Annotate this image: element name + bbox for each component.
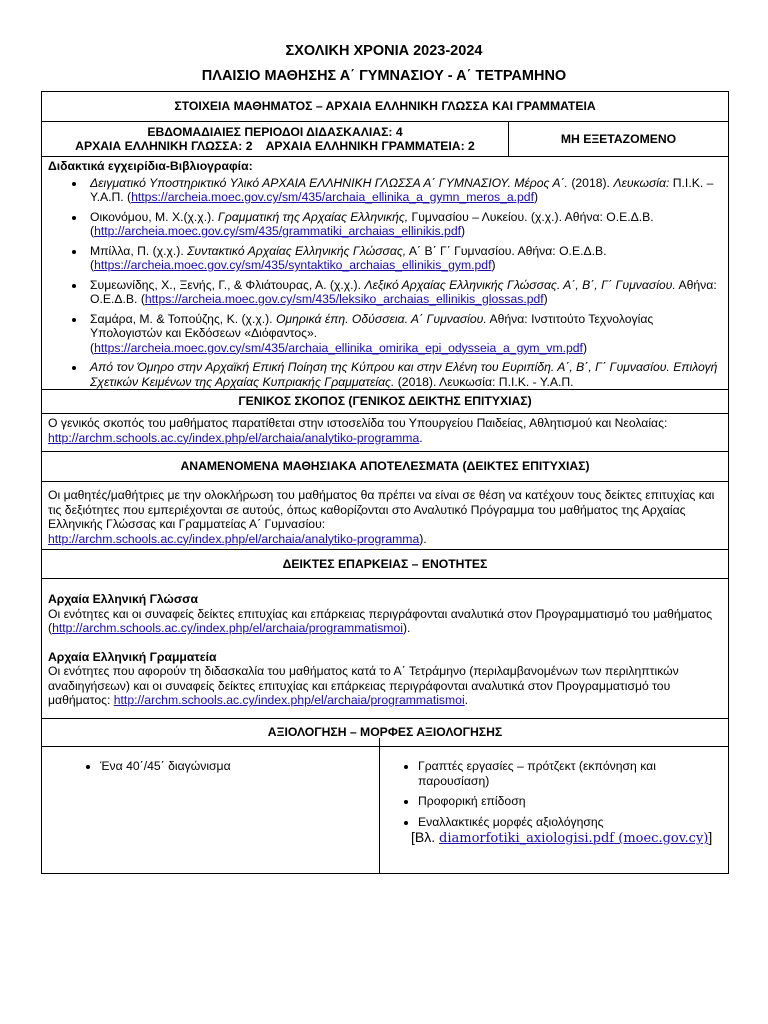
bibliography-item: • Σαμάρα, Μ. & Τοπούζης, Κ. (χ.χ.). Ομηρικά έπη. Οδύσσεια. Α΄ Γυμνασίου. Αθήνα: Ινστιτούτο Τεχνολογίας Υπολογιστών και Εκδόσεων «Διόφαντος». (https://archeia.moec.gov.cy/sm/435/archaia_ellinika_omirika_epi_odysseia_a_gym_vm.pdf) — [86, 312, 722, 356]
bibliography-list — [48, 176, 722, 390]
bibliography-section — [42, 157, 729, 390]
bibliography-item: • Δειγματικό Υποστηρικτικό Υλικό ΑΡΧΑΙΑ ΕΛΛΗΝΙΚΗ ΓΛΩΣΣΑ Α΄ ΓΥΜΝΑΣΙΟΥ. Μέρος Α΄. (2018). Λευκωσία: Π.Ι.Κ. – Υ.Α.Π. (https://archeia.moec.gov.cy/sm/435/archaia_ellinika_a_gymn_meros_a.pdf) — [86, 176, 722, 205]
bibliography-item: • Από τον Όμηρο στην Αρχαϊκή Επική Ποίηση της Κύπρου και στην Ελένη του Ευριπίδη. Α΄, Β΄, Γ΄ Γυμνασίου. Επιλογή Σχετικών Κειμένων της Αρχαίας Κυπριακής Γραμματείας. (2018). Λευκωσία: Π.Ι.Κ. - Υ.Α.Π. — [86, 360, 722, 389]
learning-outcomes-link[interactable]: http://archm.schools.ac.cy/index.php/el/archaia/analytiko-programma — [48, 531, 420, 546]
general-aim-text: Ο γενικός σκοπός του μαθήματος παρατίθεται στην ιστοσελίδα του Υπουργείου Παιδείας, Αθλητισμού και Νεολαίας: — [48, 416, 668, 430]
learning-framework-heading: ΠΛΑΙΣΙΟ ΜΑΘΗΣΗΣ Α΄ ΓΥΜΝΑΣΙΟΥ - Α΄ ΤΕΤΡΑΜΗΝΟ — [201, 68, 567, 84]
assessment-title: ΑΞΙΟΛΟΓΗΣΗ – ΜΟΡΦΕΣ ΑΞΙΟΛΟΓΗΣΗΣ — [42, 719, 729, 747]
bibliography-link[interactable]: http://archeia.moec.gov.cy/sm/435/grammatiki_archaias_ellinikis.pdf — [94, 224, 461, 238]
assessment-right-cell — [380, 738, 729, 873]
bibliography-link[interactable]: https://archeia.moec.gov.cy/sm/435/leksiko_archaias_ellinikis_glossas.pdf — [144, 292, 544, 306]
bibliography-item: • Συμεωνίδης, Χ., Ξενής, Γ., & Φλιάτουρας, Α. (χ.χ.). Λεξικό Αρχαίας Ελληνικής Γλώσσας. Α΄, Β΄, Γ΄ Γυμνασίου. Αθήνα: Ο.Ε.Δ.Β. (https://archeia.moec.gov.cy/sm/435/leksiko_archaias_ellinikis_glossas.pdf) — [86, 278, 722, 307]
assessment-item: • Ένα 40΄/45΄ διαγώνισμα — [100, 759, 379, 774]
general-aim-title: ΓΕΝΙΚΟΣ ΣΚΟΠΟΣ (ΓΕΝΙΚΟΣ ΔΕΙΚΤΗΣ ΕΠΙΤΥΧΙΑΣ) — [42, 390, 729, 414]
literature-heading: Αρχαία Ελληνική Γραμματεία — [48, 649, 217, 664]
bibliography-heading: Διδακτικά εγχειρίδια-Βιβλιογραφία: — [48, 159, 253, 173]
assessment-left-cell — [42, 738, 380, 873]
teaching-periods-cell — [42, 122, 509, 157]
bibliography-item: • Μπίλλα, Π. (χ.χ.). Συντακτικό Αρχαίας Ελληνικής Γλώσσας, Α΄ Β΄ Γ΄ Γυμνασίου. Αθήνα: Ο.Ε.Δ.Β. (https://archeia.moec.gov.cy/sm/435/syntaktiko_archaias_ellinikis_gym.pdf) — [86, 244, 722, 273]
teaching-periods-total: ΕΒΔΟΜΑΔΙΑΙΕΣ ΠΕΡΙΟΔΟΙ ΔΙΔΑΣΚΑΛΙΑΣ: 4 — [147, 125, 403, 139]
learning-outcomes-title: ΑΝΑΜΕΝΟΜΕΝΑ ΜΑΘΗΣΙΑΚΑ ΑΠΟΤΕΛΕΣΜΑΤΑ (ΔΕΙΚΤΕΣ ΕΠΙΤΥΧΙΑΣ) — [42, 452, 729, 482]
learning-outcomes-body: Οι μαθητές/μαθήτριες με την ολοκλήρωση του μαθήματος θα πρέπει να είναι σε θέση να κατέχουν τους δείκτες επιτυχίας και τις δεξιότητες που εμπεριέχονται σε αυτούς, όπως καθορίζονται στο Αναλυτικό Πρόγραμμα του μαθήματος της Αρχαίας Ελληνικής Γλώσσας και Γραμματείας Α΄ Γυμνασίου: http://archm.schools.ac.cy/index.php/el/archaia/analytiko-programma). — [42, 482, 729, 550]
assessment-reference-link[interactable]: diamorfotiki_axiologisi.pdf (moec.gov.cy) — [439, 831, 709, 846]
exam-status: ΜΗ ΕΞΕΤΑΖΟΜΕΝΟ — [509, 122, 729, 157]
assessment-table — [41, 738, 729, 874]
bibliography-link[interactable]: https://archeia.moec.gov.cy/sm/435/syntaktiko_archaias_ellinikis_gym.pdf — [94, 258, 492, 272]
assessment-right-list — [380, 759, 728, 829]
language-programming-link[interactable]: http://archm.schools.ac.cy/index.php/el/archaia/programmatismoi — [52, 621, 403, 635]
teaching-periods-split: ΑΡΧΑΙΑ ΕΛΛΗΝΙΚΗ ΓΛΩΣΣΑ: 2 ΑΡΧΑΙΑ ΕΛΛΗΝΙΚΗ ΓΡΑΜΜΑΤΕΙΑ: 2 — [75, 139, 475, 153]
language-heading: Αρχαία Ελληνική Γλώσσα — [48, 592, 199, 606]
bibliography-item: • Οικονόμου, Μ. Χ.(χ.χ.). Γραμματική της Αρχαίας Ελληνικής, Γυμνασίου – Λυκείου. (χ.χ.). Αθήνα: Ο.Ε.Δ.Β. (http://archeia.moec.gov.cy/sm/435/grammatiki_archaias_ellinikis.pdf) — [86, 210, 722, 239]
general-aim-link[interactable]: http://archm.schools.ac.cy/index.php/el/archaia/analytiko-programma — [48, 430, 420, 445]
bibliography-link[interactable]: https://archeia.moec.gov.cy/sm/435/archaia_ellinika_omirika_epi_odysseia_a_gym_vm.pdf — [94, 340, 583, 355]
assessment-reference: [Βλ. diamorfotiki_axiologisi.pdf (moec.gov.cy)] — [411, 829, 713, 846]
assessment-left-list — [42, 759, 379, 774]
general-aim-body: Ο γενικός σκοπός του μαθήματος παρατίθεται στην ιστοσελίδα του Υπουργείου Παιδείας, Αθλητισμού και Νεολαίας: http://archm.schools.ac.cy/index.php/el/archaia/analytiko-programma. — [42, 414, 729, 452]
bibliography-link[interactable]: https://archeia.moec.gov.cy/sm/435/archaia_ellinika_a_gymn_meros_a.pdf — [131, 190, 534, 204]
assessment-item: • Γραπτές εργασίες – πρότζεκτ (εκπόνηση και παρουσίαση) — [418, 759, 720, 788]
course-framework-table — [41, 91, 729, 747]
competency-units-title: ΔΕΙΚΤΕΣ ΕΠΑΡΚΕΙΑΣ – ΕΝΟΤΗΤΕΣ — [42, 550, 729, 579]
competency-units-body — [42, 579, 729, 719]
course-details-title: ΣΤΟΙΧΕΙΑ ΜΑΘΗΜΑΤΟΣ – ΑΡΧΑΙΑ ΕΛΛΗΝΙΚΗ ΓΛΩΣΣΑ ΚΑΙ ΓΡΑΜΜΑΤΕΙΑ — [42, 92, 729, 122]
assessment-item: • Προφορική επίδοση — [418, 794, 720, 809]
assessment-item: • Εναλλακτικές μορφές αξιολόγησης — [418, 815, 720, 830]
literature-description: Οι ενότητες που αφορούν τη διδασκαλία του μαθήματος κατά το Α΄ Τετράμηνο (περιλαμβανομένων των περιληπτικών αναδιηγήσεων) και οι συναφείς δείκτες επιτυχίας και επάρκειας περιγράφονται αναλυτικά στον Προγραμματισμό του μαθήματος: http://archm.schools.ac.cy/index.php/el/archaia/programmatismoi. — [48, 664, 679, 707]
literature-programming-link[interactable]: http://archm.schools.ac.cy/index.php/el/archaia/programmatismoi — [113, 693, 465, 707]
learning-outcomes-text: Οι μαθητές/μαθήτριες με την ολοκλήρωση του μαθήματος θα πρέπει να είναι σε θέση να κατέχουν τους δείκτες επιτυχίας και τις δεξιότητες που εμπεριέχονται σε αυτούς, όπως καθορίζονται στο Αναλυτικό Πρόγραμμα του μαθήματος της Αρχαίας Ελληνικής Γλώσσας και Γραμματείας Α΄ Γυμνασίου: — [48, 488, 715, 531]
school-year-heading: ΣΧΟΛΙΚΗ ΧΡΟΝΙΑ 2023-2024 — [285, 43, 483, 59]
language-description: Οι ενότητες και οι συναφείς δείκτες επιτυχίας και επάρκειας περιγράφονται αναλυτικά στον Προγραμματισμό του μαθήματος (http://archm.schools.ac.cy/index.php/el/archaia/programmatismoi). — [48, 606, 713, 635]
